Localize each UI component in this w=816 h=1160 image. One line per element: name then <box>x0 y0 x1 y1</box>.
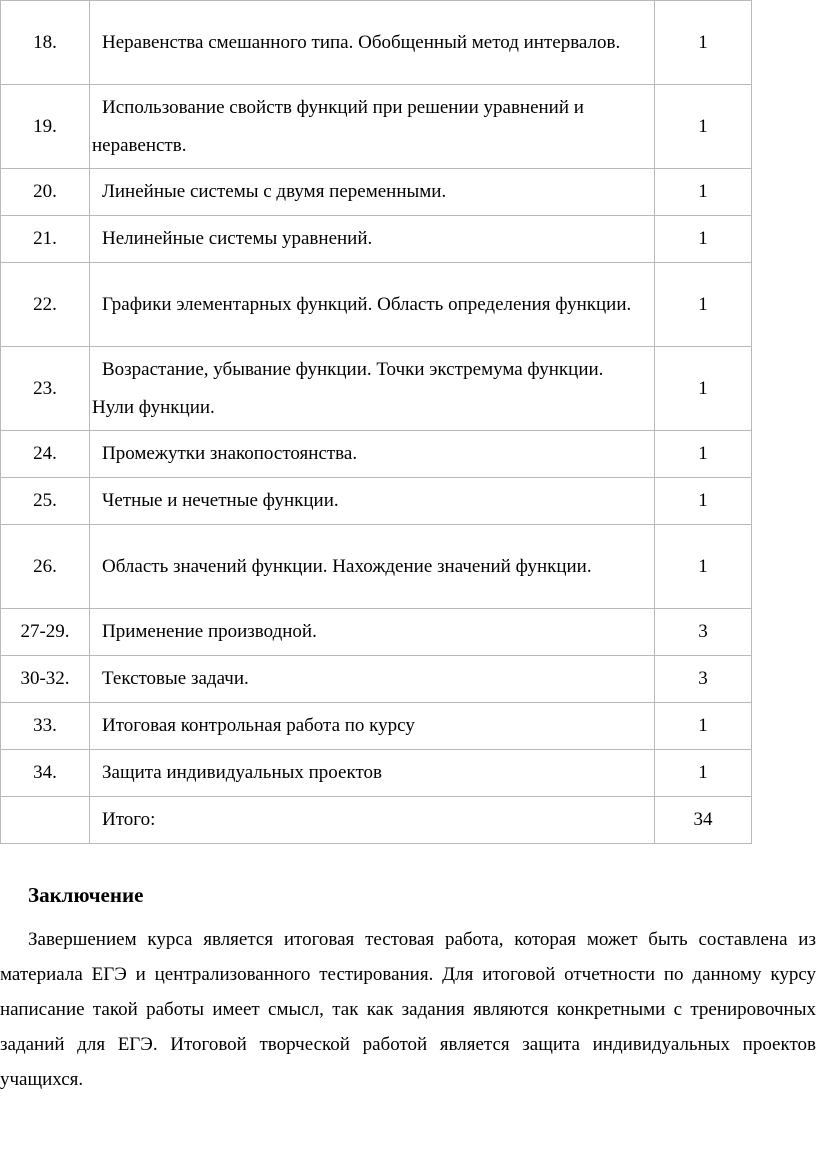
row-topic: Графики элементарных функций. Область определения функции. <box>90 263 655 347</box>
row-topic: Линейные системы с двумя переменными. <box>90 169 655 216</box>
row-topic: Неравенства смешанного типа. Обобщенный метод интервалов. <box>90 1 655 85</box>
row-number: 30-32. <box>1 656 90 703</box>
row-topic: Текстовые задачи. <box>90 656 655 703</box>
row-topic: Четные и нечетные функции. <box>90 478 655 525</box>
row-topic: Нелинейные системы уравнений. <box>90 216 655 263</box>
row-hours: 1 <box>655 750 752 797</box>
row-topic: Область значений функции. Нахождение значений функции. <box>90 525 655 609</box>
table-row <box>1 609 752 656</box>
total-hours: 34 <box>655 797 752 844</box>
row-number: 23. <box>1 347 90 431</box>
row-topic: Защита индивидуальных проектов <box>90 750 655 797</box>
row-hours: 1 <box>655 478 752 525</box>
table-row <box>1 750 752 797</box>
row-number: 22. <box>1 263 90 347</box>
row-number: 26. <box>1 525 90 609</box>
conclusion-heading: Заключение <box>28 883 144 907</box>
row-hours: 1 <box>655 525 752 609</box>
table-row <box>1 216 752 263</box>
table-row <box>1 703 752 750</box>
row-hours: 1 <box>655 216 752 263</box>
row-number: 19. <box>1 85 90 169</box>
table-row <box>1 656 752 703</box>
row-topic: Итоговая контрольная работа по курсу <box>90 703 655 750</box>
row-number <box>1 797 90 844</box>
row-topic: Использование свойств функций при решении уравнений и неравенств. <box>90 85 655 169</box>
row-hours: 3 <box>655 656 752 703</box>
row-topic: Возрастание, убывание функции. Точки экстремума функции. Нули функции. <box>90 347 655 431</box>
row-topic: Промежутки знакопостоянства. <box>90 431 655 478</box>
row-number: 24. <box>1 431 90 478</box>
row-hours: 1 <box>655 85 752 169</box>
total-label: Итого: <box>90 797 655 844</box>
conclusion-paragraph: Завершением курса является итоговая тестовая работа, которая может быть составлена из материала ЕГЭ и централизованного тестирования. Для итоговой отчетности по данному курсу написание такой работы имеет смысл, так как задания являются конкретными с тренировочных заданий для ЕГЭ. Итоговой творческой работой является защита индивидуальных проектов учащихся. <box>0 929 816 1090</box>
table-row <box>1 347 752 431</box>
row-hours: 1 <box>655 1 752 85</box>
table-row <box>1 478 752 525</box>
table-row <box>1 263 752 347</box>
row-hours: 1 <box>655 263 752 347</box>
row-number: 27-29. <box>1 609 90 656</box>
table-row-total <box>1 797 752 844</box>
row-number: 34. <box>1 750 90 797</box>
conclusion-section <box>0 878 816 1097</box>
row-number: 20. <box>1 169 90 216</box>
row-number: 21. <box>1 216 90 263</box>
row-number: 18. <box>1 1 90 85</box>
row-topic: Применение производной. <box>90 609 655 656</box>
row-hours: 1 <box>655 703 752 750</box>
row-hours: 1 <box>655 347 752 431</box>
row-number: 25. <box>1 478 90 525</box>
row-number: 33. <box>1 703 90 750</box>
row-hours: 3 <box>655 609 752 656</box>
row-hours: 1 <box>655 169 752 216</box>
table-row <box>1 431 752 478</box>
table-row <box>1 169 752 216</box>
table-row <box>1 85 752 169</box>
table-row <box>1 1 752 85</box>
row-hours: 1 <box>655 431 752 478</box>
table-row <box>1 525 752 609</box>
